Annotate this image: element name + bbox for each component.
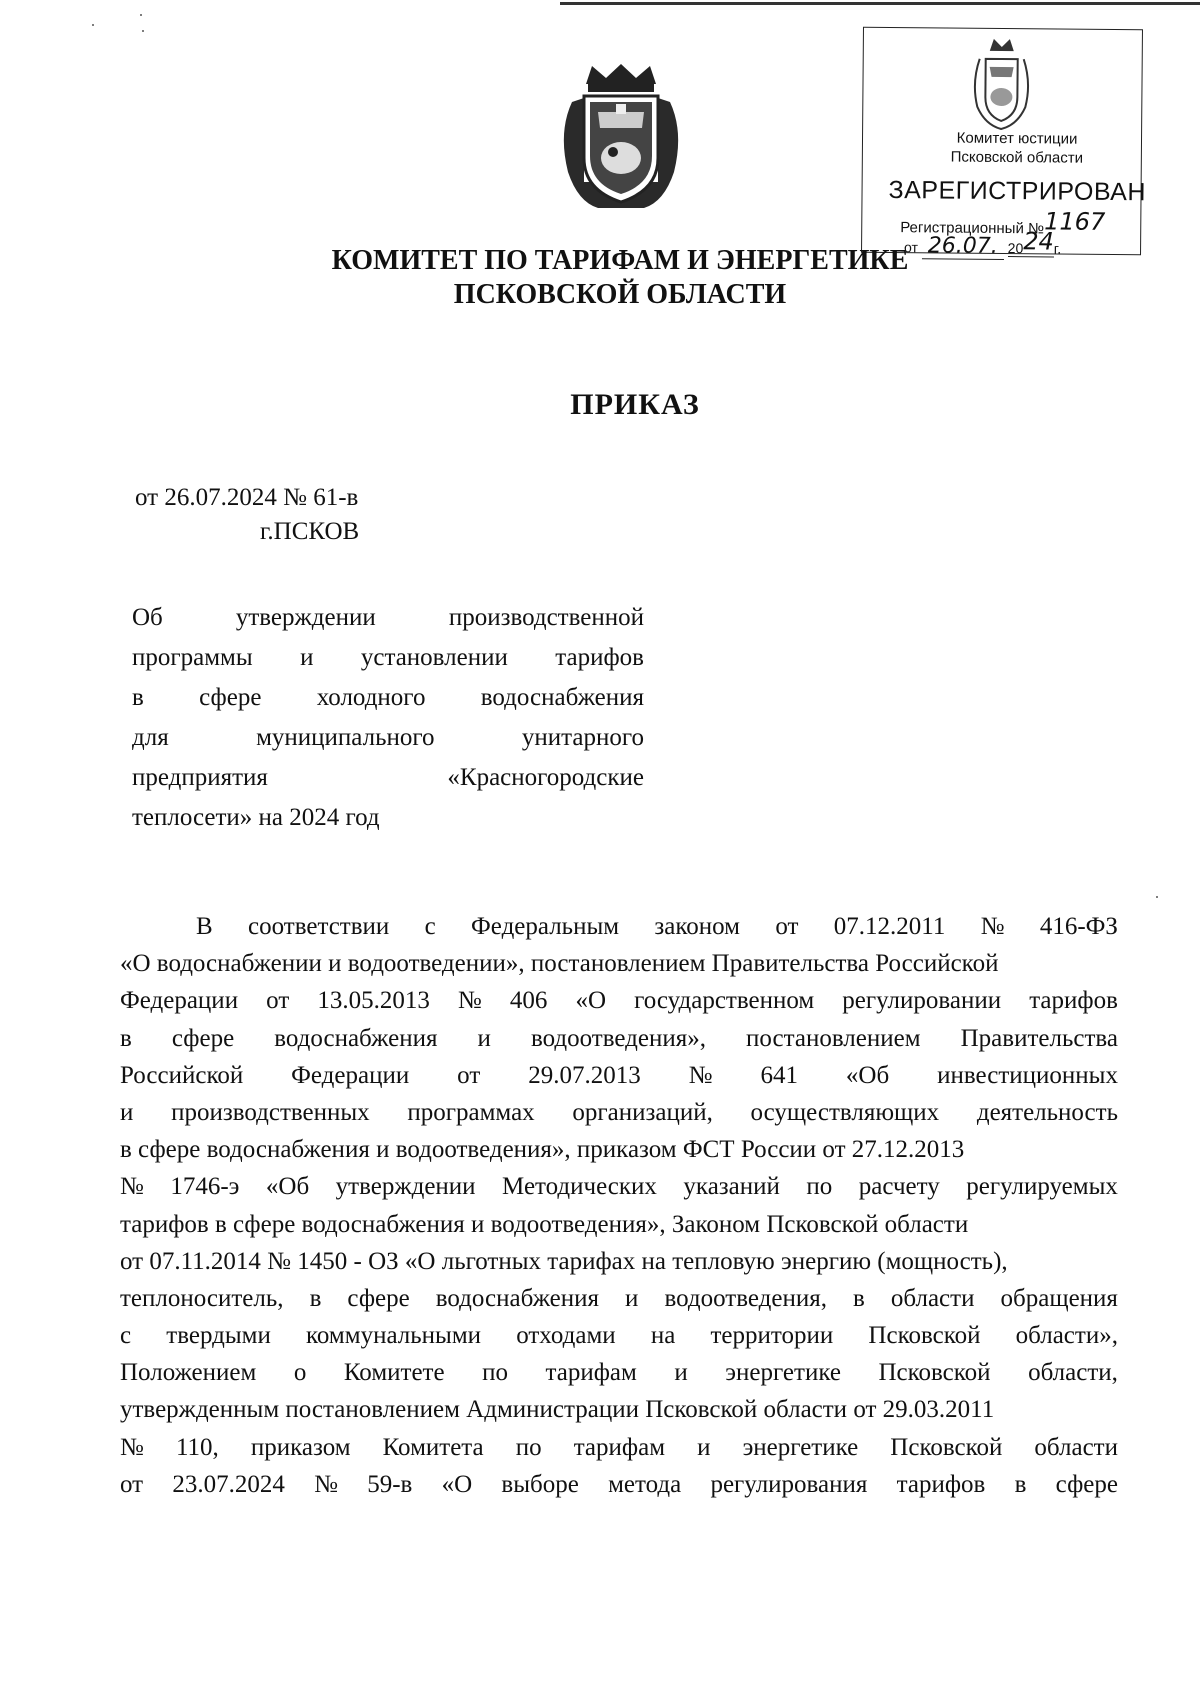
body-line	[120, 1429, 1118, 1466]
stamp-reg-label: Регистрационный №	[900, 219, 1045, 238]
word: Об	[132, 604, 163, 631]
word: 59-в	[367, 1470, 413, 1498]
word: на	[650, 1322, 676, 1350]
word: от	[266, 987, 290, 1015]
word: Федерации	[120, 987, 239, 1015]
word: сфере	[199, 684, 262, 711]
word: тарифов	[896, 1470, 986, 1498]
word: Псковской	[890, 1433, 1003, 1461]
word: Положением	[120, 1359, 257, 1387]
stamp-year-prefix: 20	[1007, 240, 1024, 257]
word: производственных	[171, 1098, 370, 1126]
body-line	[120, 1094, 1118, 1131]
word: энергетике	[725, 1359, 841, 1387]
scan-speck	[142, 30, 144, 32]
word: №	[688, 1061, 713, 1089]
word: тарифов в сфере водоснабжения и водоотведения», Законом Псковской области	[120, 1210, 969, 1238]
body-line	[120, 1206, 1118, 1243]
subject-line	[132, 638, 644, 678]
scan-speck	[92, 24, 94, 26]
word: 07.12.2011	[833, 913, 946, 940]
word: приказом	[250, 1433, 351, 1461]
stamp-org-line: Псковской области	[950, 148, 1084, 167]
stamp-date-prefix: от	[904, 239, 919, 256]
word: регулирования	[710, 1470, 868, 1498]
word: водоснабжения	[480, 684, 644, 711]
word: программы	[132, 644, 253, 671]
subject-line	[132, 798, 644, 838]
word: тарифам	[573, 1433, 666, 1461]
word: №	[980, 913, 1005, 940]
scan-edge-line	[560, 2, 1200, 5]
word: от 07.11.2014 № 1450 - ОЗ «О льготных тарифах на тепловую энергию (мощность),	[120, 1247, 1008, 1275]
stamp-date-value: 26.07.	[922, 233, 1004, 260]
body-line	[120, 1391, 1118, 1428]
word: №	[457, 987, 482, 1015]
committee-header	[240, 244, 1000, 312]
word: организаций,	[572, 1098, 713, 1126]
word: и	[120, 1098, 134, 1126]
word: «Об	[845, 1061, 890, 1089]
word: «О	[575, 987, 606, 1015]
word: тарифам	[545, 1359, 637, 1387]
scan-speck	[140, 14, 142, 16]
word: утверждении	[335, 1173, 476, 1201]
word: в	[1014, 1470, 1027, 1498]
word: Федеральным	[471, 913, 620, 940]
word: и	[625, 1284, 639, 1312]
word: с	[424, 913, 436, 940]
word: регулировании	[842, 987, 1002, 1015]
word: унитарного	[521, 724, 644, 751]
word: от	[457, 1061, 481, 1089]
word: территории	[710, 1322, 834, 1350]
word: области	[1034, 1433, 1118, 1461]
word: «Красногородские	[447, 764, 644, 791]
word: инвестиционных	[937, 1061, 1118, 1089]
word: холодного	[316, 684, 426, 711]
committee-region-line: ПСКОВСКОЙ ОБЛАСТИ	[453, 279, 787, 310]
document-date-number: от 26.07.2024 № 61-в	[135, 484, 359, 511]
word: и	[697, 1433, 711, 1461]
word: производственной	[448, 604, 644, 631]
document-type-title: ПРИКАЗ	[570, 388, 700, 421]
word: и	[300, 644, 314, 671]
word: теплосети» на 2024 год	[132, 804, 380, 831]
word: водоотведения,	[664, 1284, 827, 1312]
body-line	[120, 945, 1118, 982]
stamp-year-letter: г.	[1053, 240, 1062, 257]
body-line	[120, 1354, 1118, 1391]
word: муниципального	[256, 724, 435, 751]
stamp-org-line: Комитет юстиции	[956, 129, 1078, 148]
word: теплоноситель,	[120, 1284, 284, 1312]
word: Псковской	[868, 1322, 981, 1350]
word: области»,	[1015, 1322, 1118, 1350]
coat-of-arms-icon	[558, 62, 684, 212]
word: метода	[608, 1470, 682, 1498]
word: твердыми	[166, 1322, 271, 1350]
committee-name-line: КОМИТЕТ ПО ТАРИФАМ И ЭНЕРГЕТИКЕ	[331, 245, 909, 276]
stamp-organization	[863, 128, 1141, 168]
word: законом	[654, 913, 740, 940]
order-subject	[132, 598, 644, 838]
word: государственном	[634, 987, 815, 1015]
word: регулируемых	[966, 1173, 1118, 1201]
stamp-emblem-icon	[969, 37, 1034, 134]
word: В	[196, 913, 213, 940]
body-line	[120, 1243, 1118, 1280]
word: от	[120, 1470, 144, 1498]
word: водоотведения»,	[530, 1024, 706, 1052]
word: области,	[1028, 1359, 1118, 1387]
subject-line	[132, 678, 644, 718]
subject-line	[132, 598, 644, 638]
word: 13.05.2013	[317, 987, 430, 1015]
word: в	[853, 1284, 865, 1312]
word: Методических	[502, 1173, 657, 1201]
registration-stamp	[861, 27, 1147, 259]
word: Правительства	[960, 1024, 1118, 1052]
word: в	[309, 1284, 322, 1312]
word: Федерации	[291, 1061, 410, 1089]
body-line	[120, 982, 1118, 1019]
word: постановлением	[746, 1024, 921, 1052]
word: тарифов	[555, 644, 644, 671]
word: области	[890, 1284, 975, 1312]
body-line	[120, 1280, 1118, 1317]
word: 641	[760, 1061, 798, 1089]
body-line	[120, 1317, 1118, 1354]
word: о	[293, 1359, 307, 1387]
word: и	[674, 1359, 688, 1387]
stamp-reg-number: 1167	[1044, 207, 1106, 236]
word: утверждении	[235, 604, 376, 631]
word: 110,	[175, 1433, 219, 1461]
body-line	[120, 1466, 1118, 1503]
word: 1746-э	[170, 1173, 240, 1201]
word: для	[132, 724, 169, 751]
word: сфере	[347, 1284, 410, 1312]
word: №	[120, 1173, 144, 1201]
word: от	[775, 913, 799, 940]
word: деятельность	[976, 1098, 1118, 1126]
word: и	[477, 1024, 491, 1052]
word: коммунальными	[306, 1322, 482, 1350]
word: в	[120, 1024, 132, 1052]
word: 416-ФЗ	[1039, 913, 1118, 940]
word: установлении	[360, 644, 508, 671]
word: программах	[407, 1098, 535, 1126]
stamp-status: ЗАРЕГИСТРИРОВАН	[888, 176, 1147, 207]
word: по	[515, 1433, 542, 1461]
word: водоснабжения	[435, 1284, 599, 1312]
word: 23.07.2024	[172, 1470, 285, 1498]
word: Российской	[120, 1061, 244, 1089]
word: с	[120, 1322, 132, 1350]
word: расчету	[858, 1173, 940, 1201]
word: энергетике	[742, 1433, 859, 1461]
word: отходами	[516, 1322, 616, 1350]
body-line	[120, 908, 1118, 945]
stamp-year-suffix: 24	[1023, 227, 1055, 256]
word: 406	[509, 987, 548, 1015]
order-body-paragraph	[120, 908, 1118, 1503]
word: обращения	[1000, 1284, 1118, 1312]
body-line	[120, 1020, 1118, 1057]
word: «Об	[265, 1173, 310, 1201]
word: осуществляющих	[750, 1098, 940, 1126]
word: №	[120, 1433, 144, 1461]
word: указаний	[683, 1173, 780, 1201]
word: №	[314, 1470, 338, 1498]
word: по	[482, 1359, 508, 1387]
word: в	[132, 684, 144, 711]
word: выборе	[501, 1470, 579, 1498]
body-line	[120, 1131, 1118, 1168]
word: утвержденным постановлением Администрации Псковской области от 29.03.2011	[120, 1396, 995, 1424]
subject-line	[132, 718, 644, 758]
word: соответствии	[248, 913, 390, 940]
word: 29.07.2013	[528, 1061, 641, 1089]
word: сфере	[1055, 1470, 1118, 1498]
word: «О водоснабжении и водоотведении», постановлением Правительства Российской	[120, 950, 999, 978]
word: Комитете	[343, 1359, 445, 1387]
word: «О	[441, 1470, 473, 1498]
word: сфере	[171, 1024, 235, 1052]
word: Комитета	[382, 1433, 484, 1461]
document-city: г.ПСКОВ	[260, 518, 360, 545]
word: тарифов	[1029, 987, 1118, 1015]
scan-speck	[1156, 896, 1158, 898]
body-line	[120, 1168, 1118, 1205]
word: в сфере водоснабжения и водоотведения», приказом ФСТ России от 27.12.2013	[120, 1136, 965, 1164]
word: по	[806, 1173, 833, 1201]
subject-line	[132, 758, 644, 798]
word: предприятия	[132, 764, 268, 791]
stamp-year	[1007, 227, 1055, 257]
body-line	[120, 1057, 1118, 1094]
word: водоснабжения	[274, 1024, 438, 1052]
word: Псковской	[878, 1359, 991, 1387]
